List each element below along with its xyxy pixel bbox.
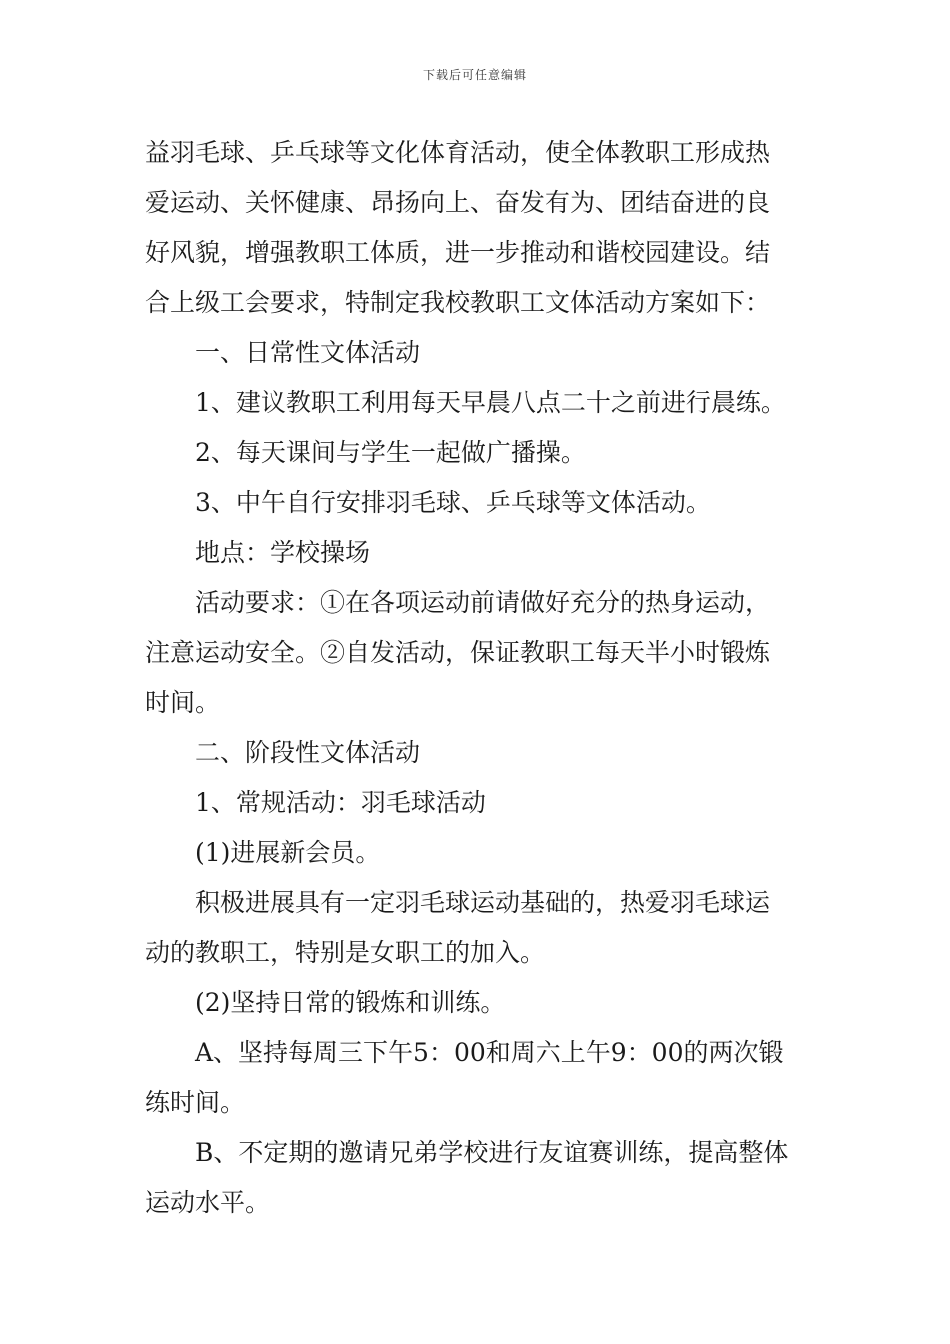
subsection-heading: 1、常规活动：羽毛球活动: [195, 788, 486, 817]
paragraph-line: 注意运动安全。②自发活动，保证教职工每天半小时锻炼: [145, 638, 771, 667]
list-item: 3、中午自行安排羽毛球、乒乓球等文体活动。: [195, 488, 711, 517]
paragraph-line: A、坚持每周三下午5：00和周六上午9：00的两次锻: [195, 1038, 784, 1067]
list-item: 2、每天课间与学生一起做广播操。: [195, 438, 586, 467]
paragraph-line: 益羽毛球、乒乓球等文化体育活动，使全体教职工形成热: [145, 138, 771, 167]
paragraph-line: 积极进展具有一定羽毛球运动基础的，热爱羽毛球运: [195, 888, 771, 917]
paragraph-line: 动的教职工，特别是女职工的加入。: [145, 938, 546, 967]
paragraph-line: 活动要求：①在各项运动前请做好充分的热身运动，: [195, 588, 771, 617]
page-header-note: 下载后可任意编辑: [422, 68, 527, 82]
paragraph-line: 合上级工会要求，特制定我校教职工文体活动方案如下：: [145, 288, 771, 317]
paragraph-line: 练时间。: [145, 1088, 246, 1117]
document-body: [145, 128, 810, 1228]
location-line: 地点：学校操场: [195, 538, 371, 567]
section-heading: 一、日常性文体活动: [195, 338, 421, 367]
paragraph-line: 好风貌，增强教职工体质，进一步推动和谐校园建设。结: [145, 238, 771, 267]
paragraph-line: 运动水平。: [145, 1188, 271, 1217]
list-item: (2)坚持日常的锻炼和训练。: [195, 988, 506, 1017]
list-item: 1、建议教职工利用每天早晨八点二十之前进行晨练。: [195, 388, 786, 417]
paragraph-line: 爱运动、关怀健康、昂扬向上、奋发有为、团结奋进的良: [145, 188, 771, 217]
paragraph-line: 时间。: [145, 688, 221, 717]
paragraph-line: B、不定期的邀请兄弟学校进行友谊赛训练，提高整体: [195, 1138, 789, 1167]
section-heading: 二、阶段性文体活动: [195, 738, 421, 767]
list-item: (1)进展新会员。: [195, 838, 381, 867]
